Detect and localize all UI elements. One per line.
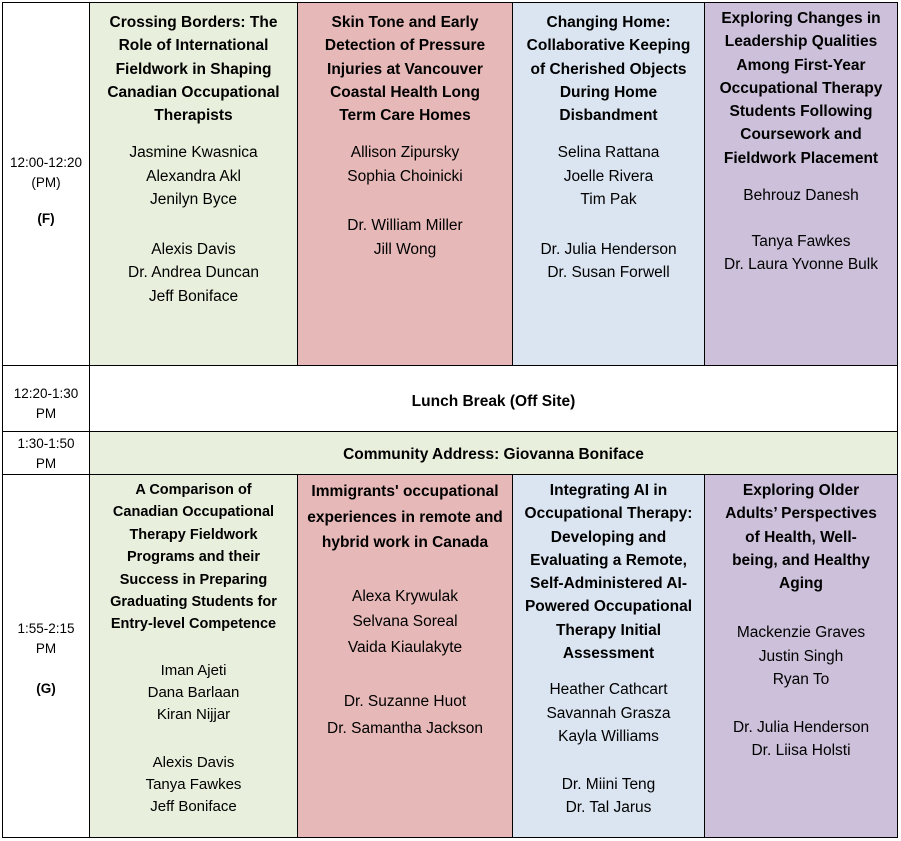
supervisor-names: Dr. William Miller Jill Wong (347, 217, 463, 258)
time-label: 12:00-12:20 (PM) (9, 155, 83, 190)
student-names: Jasmine Kwasnica Alexandra Akl Jenilyn Byce (129, 144, 258, 209)
time-cell-f (2, 2, 90, 366)
supervisor-names: Dr. Miini Teng Dr. Tal Jarus (561, 775, 656, 817)
time-cell-g (2, 474, 90, 838)
presentation-cell (89, 2, 298, 366)
time-cell-address (2, 431, 90, 475)
community-address-label: Community Address: Giovanna Boniface (343, 446, 644, 463)
presentation-cell (297, 2, 513, 366)
lunch-break-row (89, 365, 898, 432)
session-label: (G) (36, 681, 56, 696)
session-label: (F) (37, 211, 55, 226)
presentation-title: Exploring Changes in Leadership Qualities Among First-Year Occupational Therapy Students Following Coursework and Fieldwork Placement (719, 10, 883, 167)
presentation-title: Integrating AI in Occupational Therapy: Developing and Evaluating a Remote, Self-Administered AI- Powered Occupational Therapy Initial Assessment (524, 482, 693, 663)
presentation-cell (297, 474, 513, 838)
presentation-title: A Comparison of Canadian Occupational Therapy Fieldwork Programs and their Success in Preparing Graduating Students for Entry-level Competence (110, 482, 277, 633)
community-address-row (89, 431, 898, 475)
time-label: 1:55-2:15 PM (17, 621, 75, 656)
student-names: Heather Cathcart Savannah Grasza Kayla Williams (546, 681, 671, 746)
supervisor-names: Dr. Suzanne Huot Dr. Samantha Jackson (327, 693, 483, 737)
supervisor-names: Alexis Davis Tanya Fawkes Jeff Boniface (145, 753, 242, 816)
time-label: 12:20-1:30 PM (13, 386, 79, 421)
presentation-title: Immigrants' occupational experiences in remote and hybrid work in Canada (307, 483, 503, 551)
student-names: Iman Ajeti Dana Barlaan Kiran Nijjar (147, 661, 240, 724)
presentation-cell (704, 2, 898, 366)
student-names: Alexa Krywulak Selvana Soreal Vaida Kiaulakyte (347, 587, 463, 656)
presentation-cell (512, 2, 705, 366)
time-cell-lunch (2, 365, 90, 432)
presentation-title: Crossing Borders: The Role of International Fieldwork in Shaping Canadian Occupational Therapists (107, 14, 280, 125)
student-names: Mackenzie Graves Justin Singh Ryan To (736, 624, 866, 689)
supervisor-names: Tanya Fawkes Dr. Laura Yvonne Bulk (724, 232, 878, 274)
presentation-title: Skin Tone and Early Detection of Pressure Injuries at Vancouver Coastal Health Long Term Care Homes (324, 14, 486, 125)
presentation-cell (89, 474, 298, 838)
presentation-cell (512, 474, 705, 838)
presentation-cell (704, 474, 898, 838)
supervisor-names: Dr. Julia Henderson Dr. Liisa Holsti (732, 718, 870, 760)
presentation-title: Changing Home: Collaborative Keeping of Cherished Objects During Home Disbandment (526, 14, 691, 125)
lunch-break-label: Lunch Break (Off Site) (411, 393, 576, 410)
student-names: Behrouz Danesh (743, 187, 859, 205)
time-label: 1:30-1:50 PM (17, 436, 75, 471)
presentation-title: Exploring Older Adults’ Perspectives of Health, Well- being, and Healthy Aging (725, 482, 877, 593)
student-names: Selina Rattana Joelle Rivera Tim Pak (557, 144, 660, 209)
supervisor-names: Alexis Davis Dr. Andrea Duncan Jeff Boniface (128, 240, 259, 305)
supervisor-names: Dr. Julia Henderson Dr. Susan Forwell (540, 240, 677, 282)
student-names: Allison Zipursky Sophia Choinicki (347, 144, 463, 185)
